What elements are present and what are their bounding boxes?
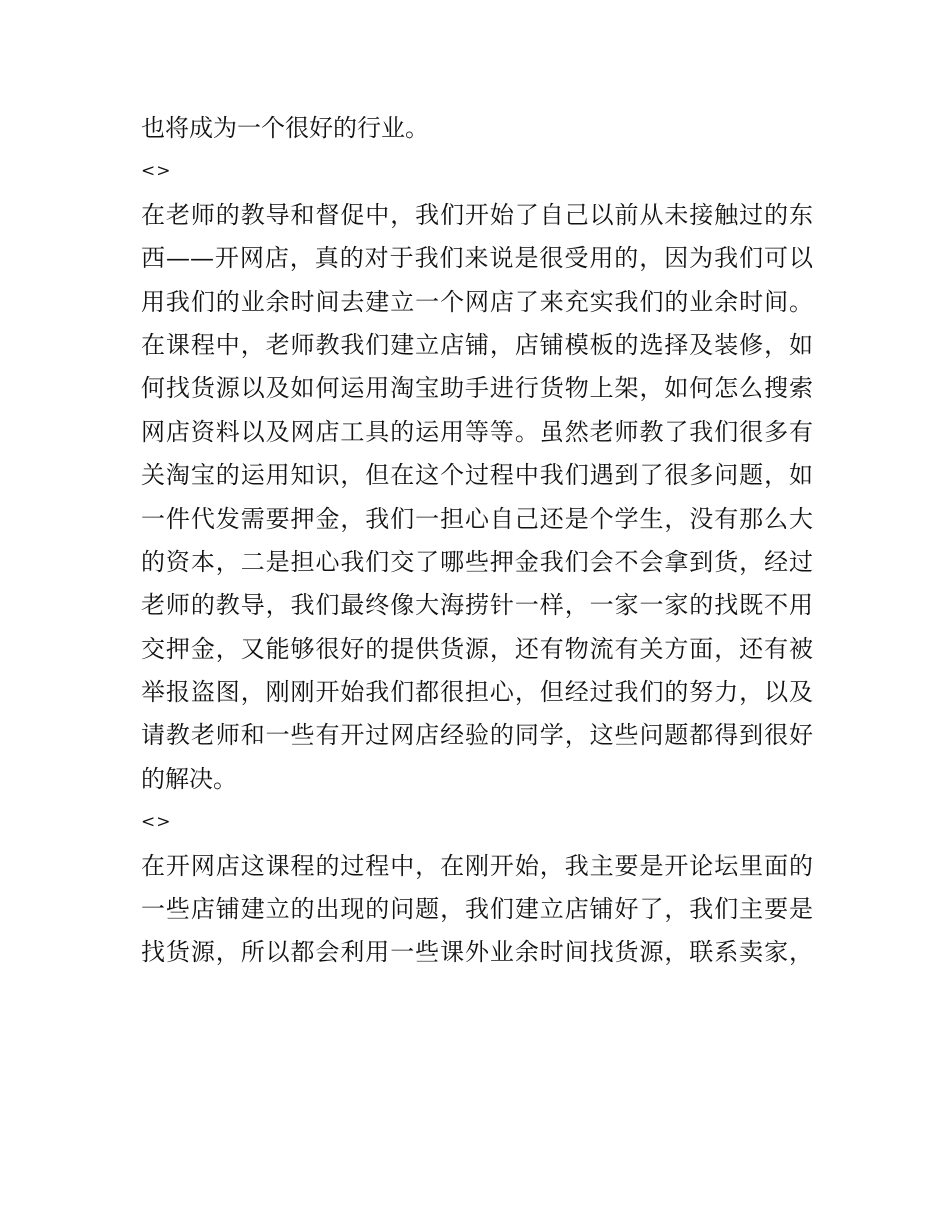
text-line: 找货源，所以都会利用一些课外业余时间找货源，联系卖家，: [141, 938, 813, 967]
text-line: 网店资料以及网店工具的运用等等。虽然老师教了我们很多有: [141, 417, 813, 446]
text-line: 请教老师和一些有开过网店经验的同学，这些问题都得到很好: [141, 721, 813, 750]
text-line: 一些店铺建立的出现的问题，我们建立店铺好了，我们主要是: [141, 895, 813, 924]
text-line: 何找货源以及如何运用淘宝助手进行货物上架，如何怎么搜索: [141, 374, 813, 403]
text-line: 西——开网店，真的对于我们来说是很受用的，因为我们可以: [141, 244, 813, 273]
separator-marker: <>: [141, 812, 172, 833]
text-line: 用我们的业余时间去建立一个网店了来充实我们的业余时间。: [141, 287, 813, 316]
text-line: 在开网店这课程的过程中，在刚开始，我主要是开论坛里面的: [141, 851, 813, 880]
text-line: 一件代发需要押金，我们一担心自己还是个学生，没有那么大: [141, 504, 813, 533]
text-line: 在老师的教导和督促中，我们开始了自己以前从未接触过的东: [141, 200, 813, 229]
text-line: 举报盗图，刚刚开始我们都很担心，但经过我们的努力，以及: [141, 678, 813, 707]
text-line: 老师的教导，我们最终像大海捞针一样，一家一家的找既不用: [141, 591, 813, 620]
document-body: [141, 107, 813, 975]
text-line: 也将成为一个很好的行业。: [141, 114, 429, 142]
separator-marker: <>: [141, 161, 172, 182]
text-line: 交押金，又能够很好的提供货源，还有物流有关方面，还有被: [141, 634, 813, 663]
text-line: 的资本，二是担心我们交了哪些押金我们会不会拿到货，经过: [141, 547, 813, 576]
text-line: 在课程中，老师教我们建立店铺，店铺模板的选择及装修，如: [141, 330, 813, 359]
text-line: 关淘宝的运用知识，但在这个过程中我们遇到了很多问题，如: [141, 461, 813, 490]
text-line: 的解决。: [141, 764, 237, 793]
